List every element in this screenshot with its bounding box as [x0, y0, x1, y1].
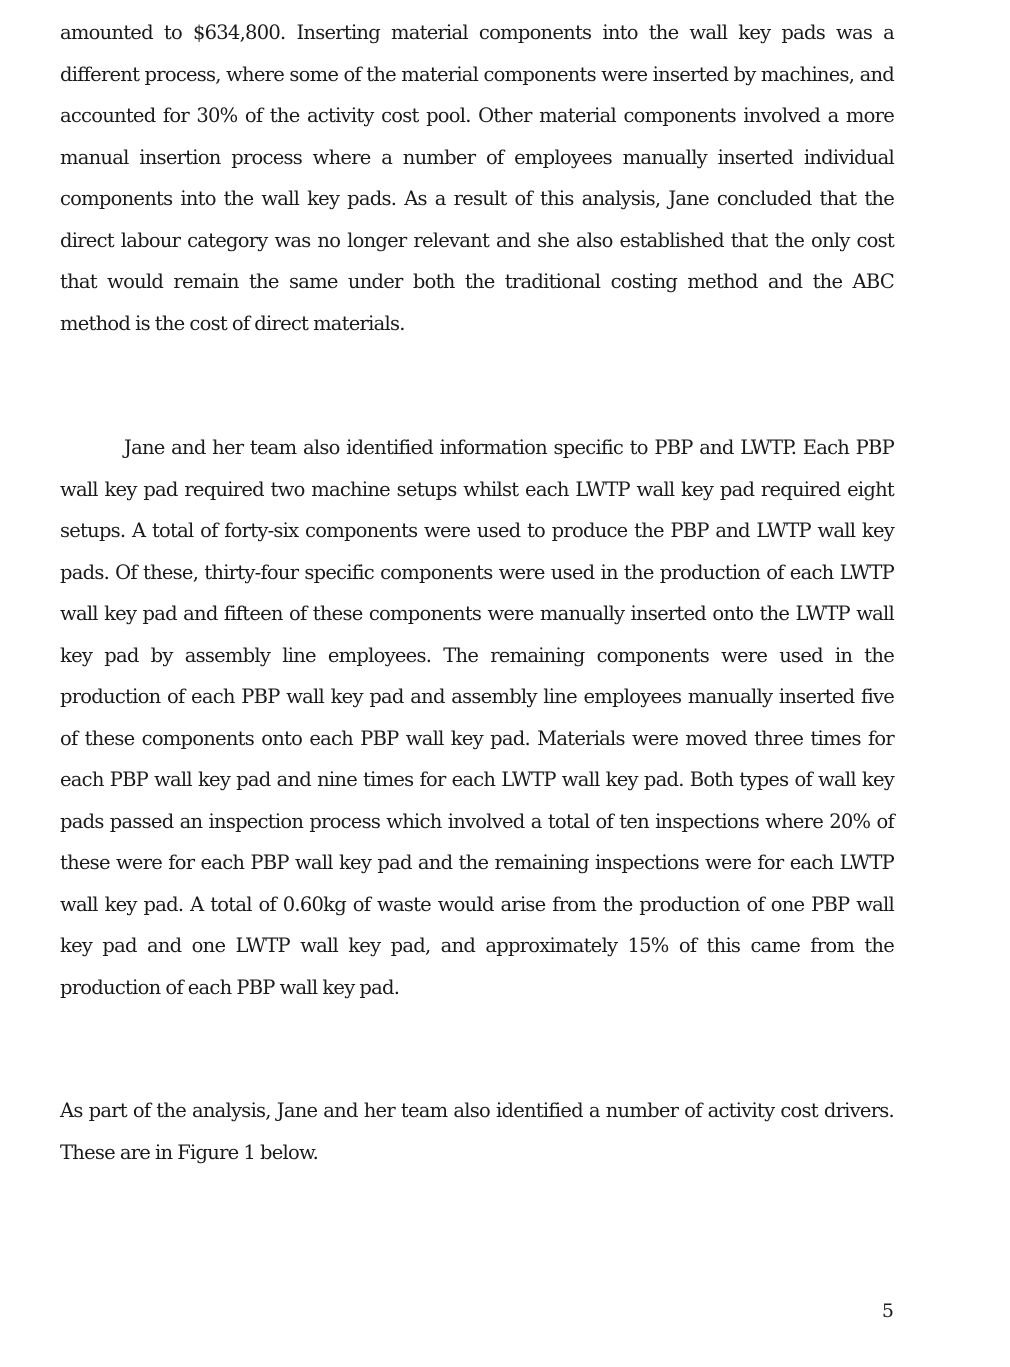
- paragraph-product-info: Jane and her team also identified information specific to PBP and LWTP. Each PBP wall key pad required two machine setups whilst each LWTP wall key pad required eight setups. A total of forty-six components were used to produce the PBP and LWTP wall key pads. Of these, thirty-four specific components were used in the production of each LWTP wall key pad and fifteen of these components were manually inserted onto the LWTP wall key pad by assembly line employees. The remaining components were used in the production of each PBP wall key pad and assembly line employees manually inserted five of these components onto each PBP wall key pad. Materials were moved three times for each PBP wall key pad and nine times for each LWTP wall key pad. Both types of wall key pads passed an inspection process which involved a total of ten inspections where 20% of these were for each PBP wall key pad and the remaining inspections were for each LWTP wall key pad. A total of 0.60kg of waste would arise from the production of one PBP wall key pad and one LWTP wall key pad, and approximately 15% of this came from the production of each PBP wall key pad.: [60, 436, 894, 999]
- paragraph-cost-pool: amounted to $634,800. Inserting material components into the wall key pads was a different process, where some of the material components were inserted by machines, and accounted for 30% of the activity cost pool. Other material components involved a more manual insertion process where a number of employees manually inserted individual components into the wall key pads. As a result of this analysis, Jane concluded that the direct labour category was no longer relevant and she also established that the only cost that would remain the same under both the traditional costing method and the ABC method is the cost of direct materials.: [60, 21, 894, 335]
- page-number: 5: [881, 1300, 894, 1322]
- paragraph-cost-drivers: As part of the analysis, Jane and her team also identified a number of activity cost drivers. These are in Figure 1 below.: [60, 1099, 894, 1164]
